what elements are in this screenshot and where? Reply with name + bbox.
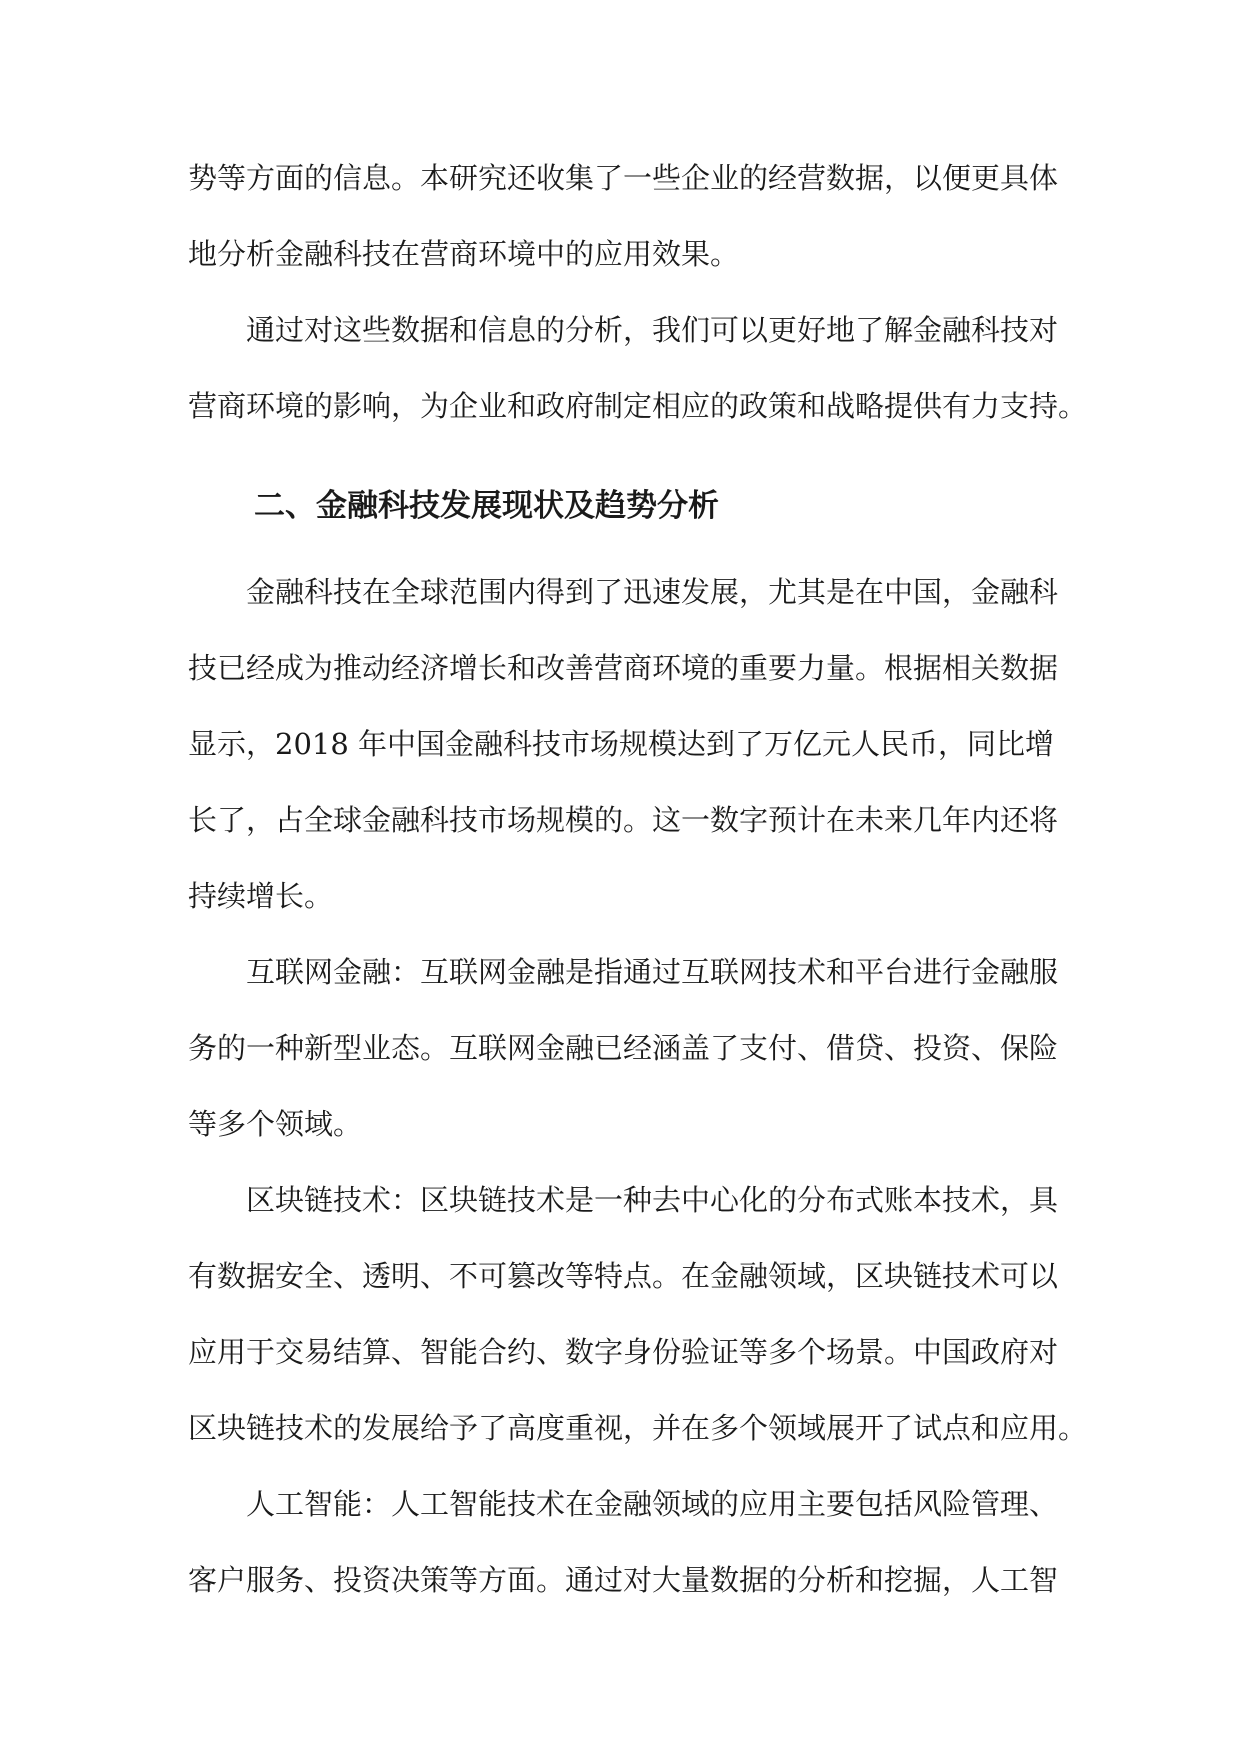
text-line: 互联网金融：互联网金融是指通过互联网技术和平台进行金融服 (246, 955, 1059, 989)
document-body (188, 140, 1088, 1618)
text-line: 客户服务、投资决策等方面。通过对大量数据的分析和挖掘，人工智 (188, 1563, 1059, 1597)
text-line: 应用于交易结算、智能合约、数字身份验证等多个场景。中国政府对 (188, 1335, 1059, 1369)
paragraph-blockchain (188, 1162, 1088, 1466)
paragraph (188, 292, 1088, 444)
text-line: 金融科技在全球范围内得到了迅速发展，尤其是在中国，金融科 (246, 575, 1059, 609)
text-line: 等多个领域。 (188, 1107, 363, 1141)
text-line: 持续增长。 (188, 879, 334, 913)
text-line: 技已经成为推动经济增长和改善营商环境的重要力量。根据相关数据 (188, 651, 1059, 685)
section-heading: 二、金融科技发展现状及趋势分析 (254, 488, 719, 524)
text-line: 区块链技术的发展给予了高度重视，并在多个领域展开了试点和应用。 (188, 1411, 1088, 1445)
paragraph-overview (188, 554, 1058, 934)
paragraph-continued (188, 140, 1058, 292)
text-line: 显示，2018 年中国金融科技市场规模达到了万亿元人民币，同比增 (188, 727, 1055, 761)
text-line: 区块链技术：区块链技术是一种去中心化的分布式账本技术，具 (246, 1183, 1059, 1217)
text-line: 地分析金融科技在营商环境中的应用效果。 (188, 237, 740, 271)
text-line: 营商环境的影响，为企业和政府制定相应的政策和战略提供有力支持。 (188, 389, 1088, 423)
text-line: 势等方面的信息。本研究还收集了一些企业的经营数据，以便更具体 (188, 161, 1059, 195)
paragraph-ai (188, 1466, 1058, 1618)
text-line: 人工智能：人工智能技术在金融领域的应用主要包括风险管理、 (246, 1487, 1059, 1521)
text-line: 有数据安全、透明、不可篡改等特点。在金融领域，区块链技术可以 (188, 1259, 1059, 1293)
text-line: 长了，占全球金融科技市场规模的。这一数字预计在未来几年内还将 (188, 803, 1059, 837)
paragraph-internet-finance (188, 934, 1058, 1162)
text-line: 务的一种新型业态。互联网金融已经涵盖了支付、借贷、投资、保险 (188, 1031, 1059, 1065)
text-line: 通过对这些数据和信息的分析，我们可以更好地了解金融科技对 (246, 313, 1059, 347)
